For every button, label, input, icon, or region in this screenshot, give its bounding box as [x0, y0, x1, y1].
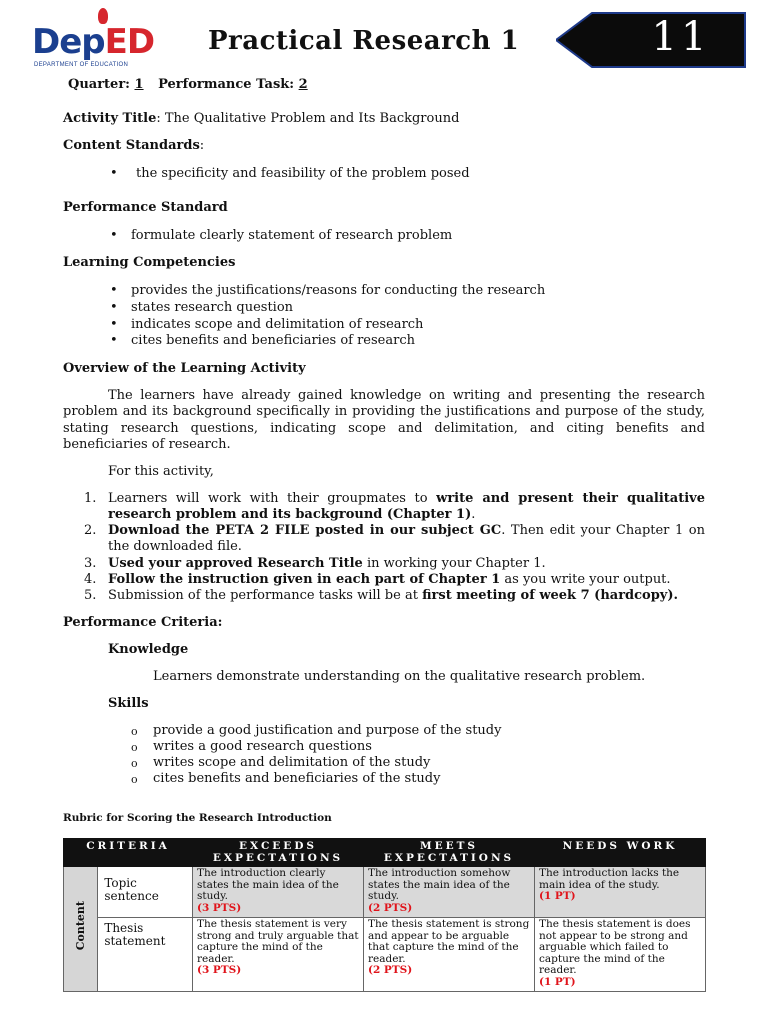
bullet-icon: •: [110, 317, 118, 332]
knowledge-text: Learners demonstrate understanding on the qualitative research problem.: [153, 669, 646, 684]
step-item: Follow the instruction given in each part of Chapter 1 as you write your output.: [108, 572, 671, 587]
category-label: Content: [73, 901, 87, 951]
grade-badge: [556, 12, 746, 68]
bullet-icon: •: [110, 300, 118, 315]
header-criteria: CRITERIA: [64, 839, 193, 867]
meets-cell: The thesis statement is strong and appear to be arguable that capture the mind of the reader. (2 PTS): [364, 918, 535, 992]
header-exceeds: EXCEEDS EXPECTATIONS: [193, 839, 364, 867]
quarter-value: 1: [134, 77, 144, 92]
competency-item: cites benefits and beneficiaries of research: [131, 333, 415, 348]
competency-item: provides the justifications/reasons for conducting the research: [131, 283, 546, 298]
for-this-activity: For this activity,: [108, 464, 214, 479]
document-title: Practical Research 1: [208, 26, 520, 56]
needs-cell: The introduction lacks the main idea of the study. (1 PT): [535, 867, 706, 918]
competency-item: indicates scope and delimitation of research: [131, 317, 424, 332]
step-item: Used your approved Research Title in working your Chapter 1.: [108, 556, 546, 571]
activity-title-value: : The Qualitative Problem and Its Background: [156, 111, 460, 126]
skills-heading: Skills: [108, 696, 149, 711]
meets-cell: The introduction somehow states the main idea of the study. (2 PTS): [364, 867, 535, 918]
skill-item: cites benefits and beneficiaries of the study: [153, 771, 441, 786]
circle-bullet-icon: o: [131, 741, 138, 754]
step-item: Download the PETA 2 FILE posted in our subject GC. Then edit your Chapter 1 on the downloaded file.: [108, 523, 705, 555]
circle-bullet-icon: o: [131, 757, 138, 770]
bullet-icon: •: [110, 283, 118, 298]
bullet-icon: •: [110, 166, 118, 181]
step-item: Learners will work with their groupmates to write and present their qualitative research problem and its background (Chapter 1).: [108, 491, 705, 523]
exceeds-cell: The thesis statement is very strong and truly arguable that capture the mind of the reader. (3 PTS): [193, 918, 364, 992]
circle-bullet-icon: o: [131, 773, 138, 786]
needs-cell: The thesis statement is does not appear to be strong and arguable which failed to capture the mind of the reader. (1 PT): [535, 918, 706, 992]
quarter-line: [68, 77, 308, 93]
overview-heading: Overview of the Learning Activity: [63, 361, 306, 376]
skill-item: writes scope and delimitation of the study: [153, 755, 431, 770]
step-number: 4.: [84, 572, 97, 587]
criterion-cell: Topic sentence: [98, 867, 193, 918]
deped-logo: [28, 8, 168, 70]
criterion-cell: Thesis statement: [98, 918, 193, 992]
knowledge-heading: Knowledge: [108, 642, 189, 657]
header-meets: MEETS EXPECTATIONS: [364, 839, 535, 867]
task-label: Performance Task:: [158, 77, 295, 92]
rubric-title: Rubric for Scoring the Research Introduction: [63, 812, 332, 824]
header-needs: NEEDS WORK: [535, 839, 706, 867]
rubric-row: [64, 918, 706, 992]
performance-criteria-heading: Performance Criteria:: [63, 615, 223, 630]
logo-dep-text: Dep: [32, 22, 105, 62]
category-cell: [64, 867, 98, 992]
step-number: 5.: [84, 588, 97, 603]
skill-item: writes a good research questions: [153, 739, 372, 754]
learning-competencies-heading: Learning Competencies: [63, 255, 236, 270]
content-standard-item: the specificity and feasibility of the problem posed: [136, 166, 470, 181]
logo-ed-text: ED: [104, 22, 155, 62]
activity-title-label: Activity Title: [63, 111, 157, 126]
grade-number: 11: [651, 14, 711, 60]
competency-item: states research question: [131, 300, 294, 315]
step-number: 2.: [84, 523, 97, 538]
bullet-icon: •: [110, 333, 118, 348]
rubric-header-row: [64, 839, 706, 867]
logo-subtitle: DEPARTMENT OF EDUCATION: [34, 62, 129, 68]
exceeds-cell: The introduction clearly states the main idea of the study. (3 PTS): [193, 867, 364, 918]
step-number: 3.: [84, 556, 97, 571]
task-value: 2: [298, 77, 308, 92]
circle-bullet-icon: o: [131, 725, 138, 738]
bullet-icon: •: [110, 228, 118, 243]
step-item: Submission of the performance tasks will be at first meeting of week 7 (hardcopy).: [108, 588, 679, 603]
performance-standard-item: formulate clearly statement of research problem: [131, 228, 453, 243]
rubric-row: [64, 867, 706, 918]
content-standards-heading: Content Standards:: [63, 138, 205, 153]
performance-standard-heading: Performance Standard: [63, 200, 228, 215]
activity-title-line: [63, 111, 459, 127]
skill-item: provide a good justification and purpose of the study: [153, 723, 502, 738]
quarter-label: Quarter:: [68, 77, 130, 92]
rubric-table: [63, 838, 706, 992]
step-number: 1.: [84, 491, 97, 506]
overview-paragraph: The learners have already gained knowledge on writing and presenting the research problem and its background specifically in providing the justifications and purpose of the study, stating research questions, indicating scope and delimitation, and citing benefits and beneficiaries of research.: [63, 388, 705, 452]
